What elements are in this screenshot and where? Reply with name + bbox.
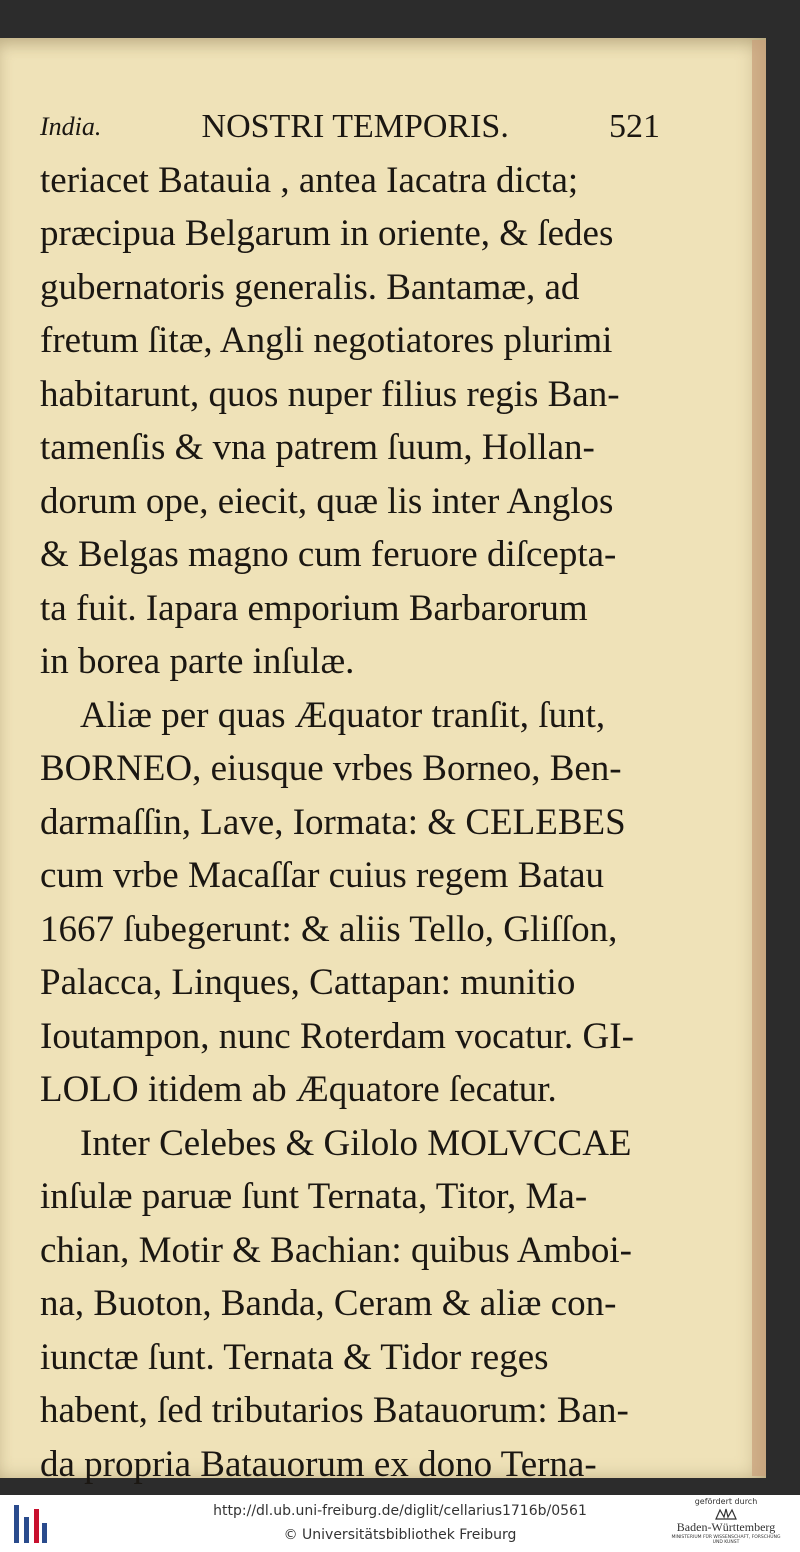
text-line: na, Buoton, Banda, Ceram & aliæ con-	[40, 1283, 617, 1324]
page-number: 521	[608, 108, 660, 145]
permalink-url[interactable]: http://dl.ub.uni-freiburg.de/diglit/cellarius1716b/0561	[213, 1503, 587, 1519]
text-line: & Belgas magno cum feruore diſcepta-	[40, 534, 617, 575]
running-head-title: NOSTRI TEMPORIS.	[201, 108, 509, 145]
text-line: gubernatoris generalis. Bantamæ, ad	[40, 266, 580, 308]
text-line: Ioutampon, nunc Roterdam vocatur. GI-	[40, 1015, 634, 1057]
text-line: cum vrbe Macaſſar cuius regem Batau	[40, 855, 605, 896]
text-line: darmaſſin, Lave, Iormata: & CELEBES	[40, 801, 626, 843]
sponsor-name: Baden-Württemberg	[676, 1520, 776, 1534]
text-line: habent, ſed tributarios Batauorum: Ban-	[40, 1390, 629, 1431]
running-head-left: India.	[40, 112, 102, 141]
sponsor-logo	[666, 1497, 786, 1549]
text-line: fretum ſitæ, Angli negotiatores plurimi	[40, 320, 613, 361]
sponsor-subtitle: MINISTERIUM FÜR WISSENSCHAFT, FORSCHUNG UND KUNST	[671, 1535, 781, 1545]
crest-icon	[714, 1507, 738, 1521]
text-line: dorum ope, eiecit, quæ lis inter Anglos	[40, 480, 614, 522]
text-line: tamenſis & vna patrem ſuum, Hollan-	[40, 427, 595, 468]
text-line: da propria Batauorum ex dono Terna-	[40, 1443, 597, 1485]
text-line: Palacca, Linques, Cattapan: munitio	[40, 962, 576, 1003]
paragraph-start-line: Aliæ per quas Æquator tranſit, ſunt,	[80, 694, 606, 736]
text-line: 1667 ſubegerunt: & aliis Tello, Gliſſon,	[40, 908, 618, 950]
text-line: ta fuit. Iapara emporium Barbarorum	[40, 587, 588, 629]
sponsor-label: gefördert durch	[694, 1497, 758, 1506]
text-line: LOLO itidem ab Æquatore ſecatur.	[40, 1069, 557, 1110]
page-text	[40, 100, 660, 1545]
paragraph-start-line: Inter Celebes & Gilolo MOLVCCAE	[80, 1122, 632, 1164]
page-edge	[752, 40, 766, 1476]
text-line: iunctæ ſunt. Ternata & Tidor reges	[40, 1336, 549, 1378]
text-line: BORNEO, eiusque vrbes Borneo, Ben-	[40, 748, 622, 789]
text-line: in borea parte inſulæ.	[40, 641, 355, 682]
viewer-footer	[0, 1495, 800, 1552]
copyright-notice: © Universitätsbibliothek Freiburg	[283, 1527, 517, 1543]
running-head	[40, 100, 660, 154]
text-line: habitarunt, quos nuper filius regis Ban-	[40, 373, 620, 415]
text-line: præcipua Belgarum in oriente, & ſedes	[40, 213, 614, 254]
text-line: teriacet Batauia , antea Iacatra dicta;	[40, 159, 579, 201]
text-line: chian, Motir & Bachian: quibus Amboi-	[40, 1229, 632, 1271]
text-line: inſulæ paruæ ſunt Ternata, Titor, Ma-	[40, 1176, 588, 1217]
